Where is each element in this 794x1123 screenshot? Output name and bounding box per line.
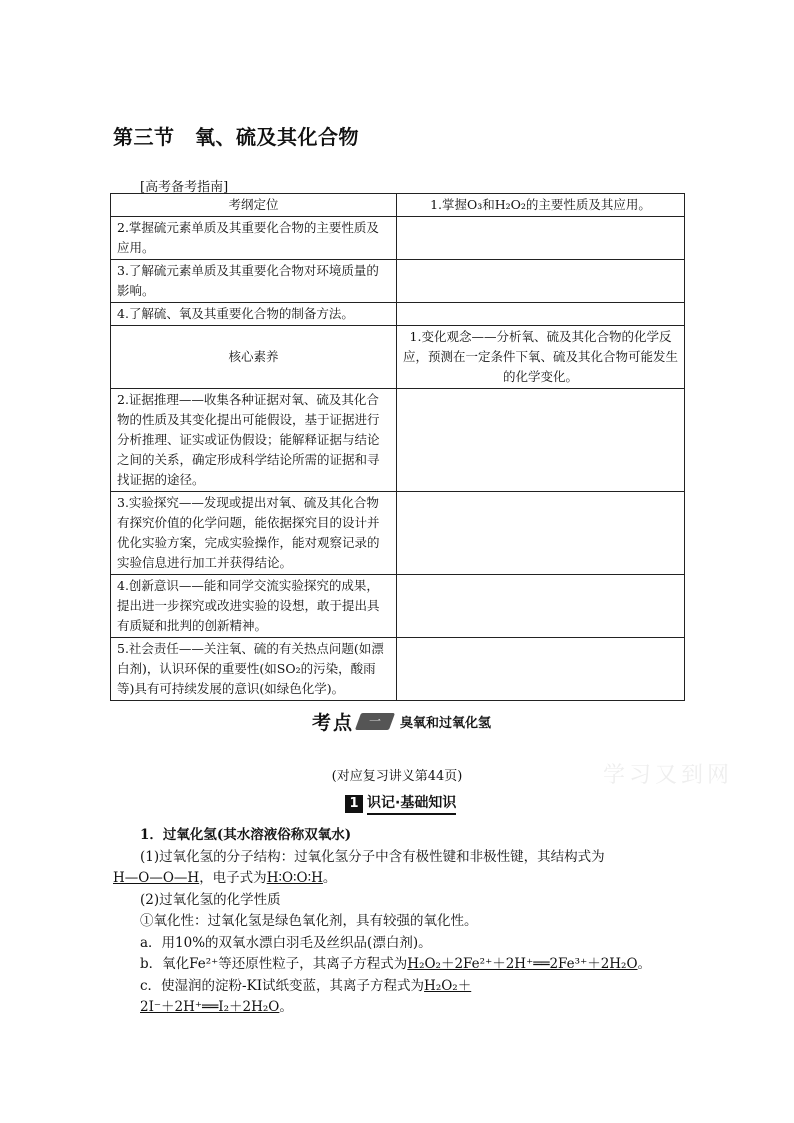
text: 。 bbox=[322, 870, 337, 886]
paragraph: (2)过氧化氢的化学性质 bbox=[140, 891, 281, 908]
section-heading bbox=[345, 792, 456, 815]
section-number: 1 bbox=[345, 795, 363, 813]
table-row bbox=[111, 492, 685, 575]
text: b．氧化Fe²⁺等还原性粒子，其离子方程式为 bbox=[140, 956, 408, 972]
text: c．使湿润的淀粉-KI试纸变蓝，其离子方程式为 bbox=[140, 977, 425, 994]
table-row bbox=[111, 326, 685, 389]
kaodian-heading bbox=[312, 708, 491, 735]
guide-table bbox=[110, 193, 685, 701]
table-row bbox=[111, 303, 685, 326]
table-cell: 4.创新意识——能和同学交流实验探究的成果，提出进一步探究或改进实验的设想，敢于提出具有质疑和批判的创新精神。 bbox=[111, 575, 397, 638]
table-cell: 2.证据推理——收集各种证据对氧、硫及其化合物的性质及其变化提出可能假设，基于证据进行分析推理、证实或证伪假设；能解释证据与结论之间的关系，确定形成科学结论所需的证据和寻找证据的途径。 bbox=[111, 389, 397, 492]
table-cell bbox=[397, 575, 685, 638]
table-cell: 5.社会责任——关注氧、硫的有关热点问题(如漂白剂)，认识环保的重要性(如SO₂的污染，酸雨等)具有可持续发展的意识(如绿色化学)。 bbox=[111, 638, 397, 701]
table-row bbox=[111, 260, 685, 303]
table-cell: 1.掌握O₃和H₂O₂的主要性质及其应用。 bbox=[397, 194, 685, 217]
answer-equation-part2: 2I⁻＋2H⁺══I₂＋2H₂O bbox=[140, 999, 280, 1015]
table-cell bbox=[397, 217, 685, 260]
guide-label: [高考备考指南] bbox=[140, 180, 229, 195]
text: (1)过氧化氢的分子结构：过氧化氢分子中含有极性键和非极性键，其结构式为 bbox=[140, 848, 605, 865]
table-row bbox=[111, 217, 685, 260]
table-cell bbox=[397, 638, 685, 701]
paragraph bbox=[113, 954, 688, 976]
table-cell: 2.掌握硫元素单质及其重要化合物的主要性质及应用。 bbox=[111, 217, 397, 260]
body-text bbox=[113, 825, 688, 1019]
paragraph bbox=[113, 868, 688, 890]
subheading: 1．过氧化氢(其水溶液俗称双氧水) bbox=[140, 827, 352, 843]
table-cell: 核心素养 bbox=[111, 326, 397, 389]
table-cell bbox=[397, 492, 685, 575]
table-cell: 考纲定位 bbox=[111, 194, 397, 217]
table-row bbox=[111, 638, 685, 701]
table-cell bbox=[397, 389, 685, 492]
paragraph bbox=[113, 997, 688, 1019]
table-row bbox=[111, 575, 685, 638]
table-cell: 4.了解硫、氧及其重要化合物的制备方法。 bbox=[111, 303, 397, 326]
kaodian-label: 考点 bbox=[312, 712, 355, 734]
text: 。 bbox=[637, 956, 652, 972]
table-row bbox=[111, 389, 685, 492]
answer-equation-part1: H₂O₂＋ bbox=[424, 977, 472, 994]
watermark: 学习又到网 bbox=[603, 763, 734, 788]
kaodian-topic: 臭氧和过氧化氢 bbox=[400, 716, 492, 731]
table-cell: 3.实验探究——发现或提出对氧、硫及其化合物有探究价值的化学问题，能依据探究目的设计并优化实验方案，完成实验操作，能对观察记录的实验信息进行加工并获得结论。 bbox=[111, 492, 397, 575]
answer-electron-formula: H∶O∶O∶H bbox=[266, 870, 323, 886]
table-cell bbox=[397, 303, 685, 326]
table-cell bbox=[397, 260, 685, 303]
answer-equation: H₂O₂＋2Fe²⁺＋2H⁺══2Fe³⁺＋2H₂O bbox=[407, 956, 638, 972]
paragraph bbox=[113, 976, 688, 998]
kaodian-badge-text: 一 bbox=[369, 714, 382, 728]
paragraph bbox=[113, 847, 688, 869]
page-title: 第三节 氧、硫及其化合物 bbox=[113, 125, 359, 149]
table-cell: 1.变化观念——分析氧、硫及其化合物的化学反应，预测在一定条件下氧、硫及其化合物可能发生的化学变化。 bbox=[397, 326, 685, 389]
answer-structural-formula: H—O—O—H bbox=[113, 870, 200, 886]
paragraph: a．用10%的双氧水漂白羽毛及丝织品(漂白剂)。 bbox=[140, 934, 432, 951]
kaodian-badge bbox=[355, 713, 395, 730]
text: ，电子式为 bbox=[199, 870, 267, 886]
section-title: 识记·基础知识 bbox=[367, 792, 456, 815]
text: 。 bbox=[279, 999, 293, 1015]
table-cell: 3.了解硫元素单质及其重要化合物对环境质量的影响。 bbox=[111, 260, 397, 303]
paragraph: ①氧化性：过氧化氢是绿色氧化剂，具有较强的氧化性。 bbox=[140, 913, 478, 929]
reference-note: (对应复习讲义第44页) bbox=[331, 769, 463, 784]
table-row bbox=[111, 194, 685, 217]
